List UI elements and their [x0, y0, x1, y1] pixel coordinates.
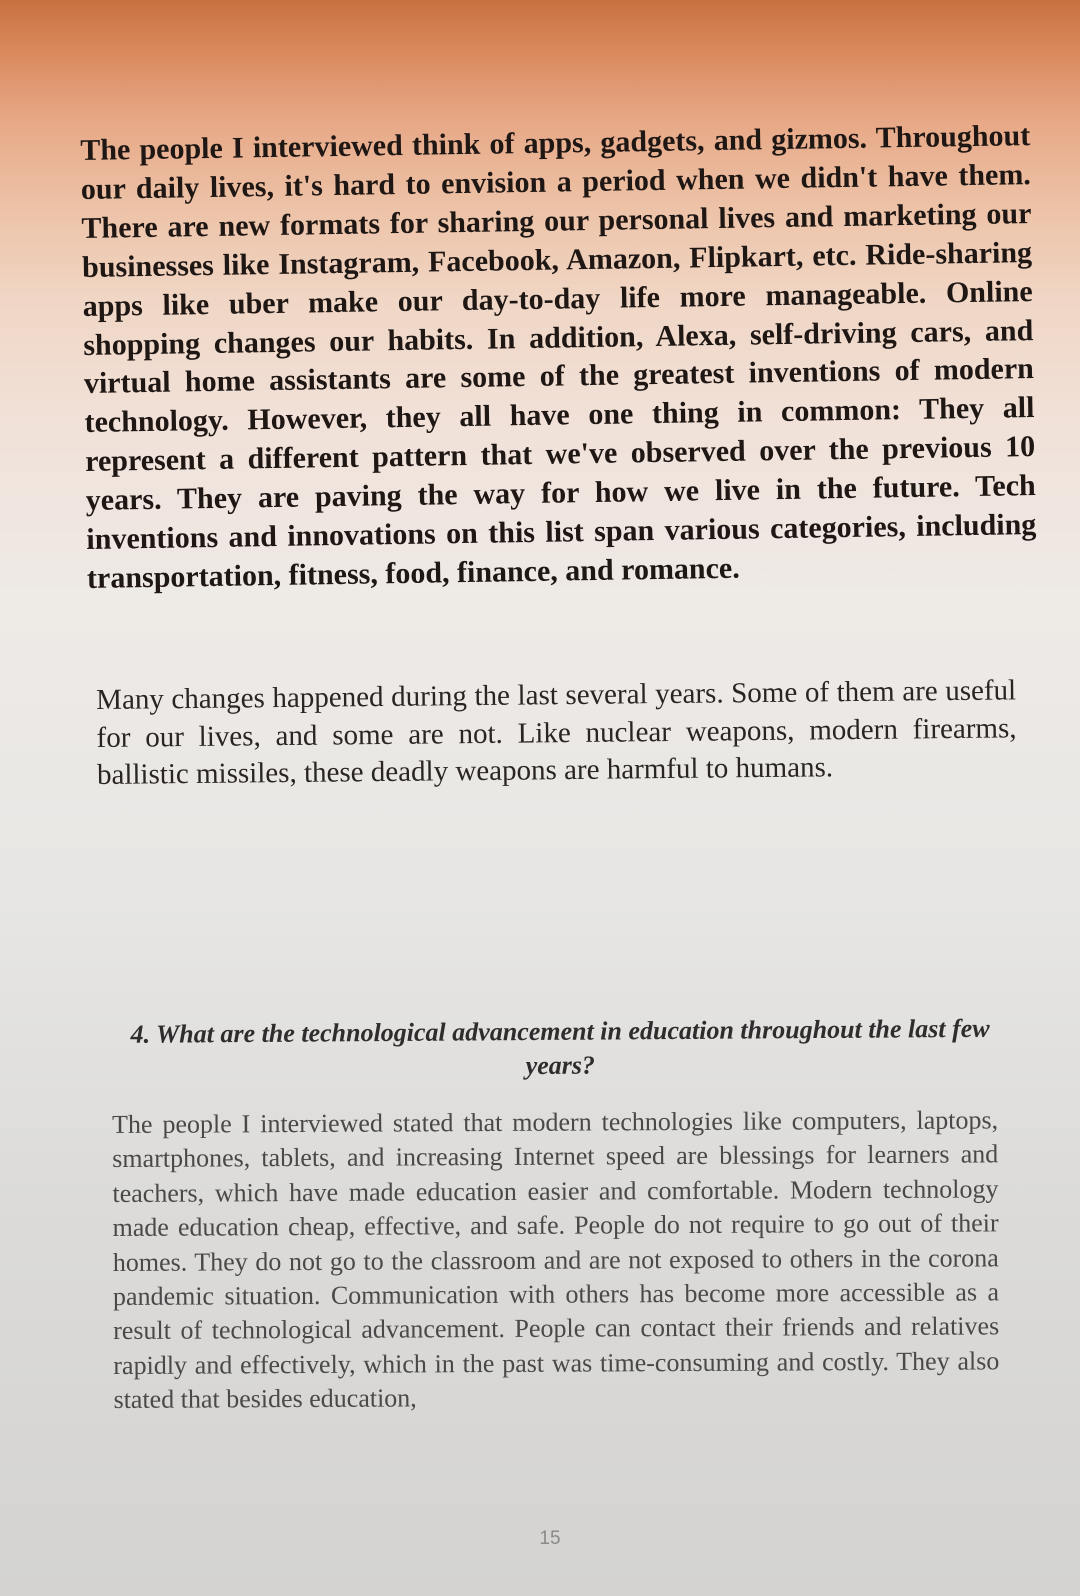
section-heading — [100, 1012, 1020, 1086]
paragraph-changes: Many changes happened during the last several years. Some of them are useful for our lives, and some are not. Like nuclear weapons, modern firearms, ballistic missiles, these deadly weapons are harmful to humans. — [96, 674, 1017, 791]
section-question: What are the technological advancement in education throughout the last few years? — [156, 1013, 990, 1081]
paragraph-education: The people I interviewed stated that modern technologies like computers, laptops, smartphones, tablets, and increasing Internet speed are blessings for learners and teachers, which have made education easier and comfortable. Modern technology made education cheap, effective, and safe. People do not require to go out of their homes. They do not go to the classroom and are not exposed to others in the corona pandemic situation. Communication with others has become more accessible as a result of technological advancement. People can contact their friends and relatives rapidly and effectively, which in the past was time-consuming and costly. They also stated that besides education, — [112, 1105, 1000, 1415]
page-number: 15 — [539, 1528, 561, 1549]
section-number: 4. — [130, 1019, 151, 1049]
paragraph-apps-gadgets: The people I interviewed think of apps, gadgets, and gizmos. Throughout our daily lives, it's hard to envision a period when we didn't have them. There are new formats for sharing our personal lives and marketing our businesses like Instagram, Facebook, Amazon, Flipkart, etc. Ride-sharing apps like uber make our day-to-day life more manageable. Online shopping changes our habits. In addition, Alexa, self-driving cars, and virtual home assistants are some of the greatest inventions of modern technology. However, they all have one thing in common: They all represent a different pattern that we've observed over the previous 10 years. They are paving the way for how we live in the future. Tech inventions and innovations on this list span various categories, including transportation, fitness, food, finance, and romance. — [80, 119, 1037, 595]
